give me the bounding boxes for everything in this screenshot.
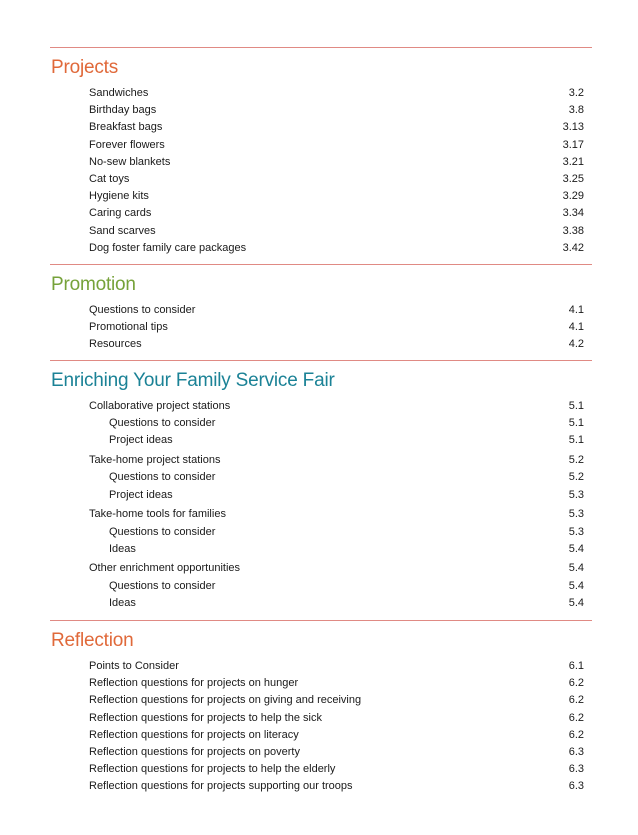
entry-page: 5.2 xyxy=(568,471,584,484)
entry-title: Hygiene kits xyxy=(89,190,149,203)
section-projects xyxy=(50,47,592,257)
entry-page: 6.2 xyxy=(568,711,584,724)
toc-entry[interactable] xyxy=(50,710,592,727)
entry-page: 3.42 xyxy=(562,241,584,254)
toc-subentry[interactable] xyxy=(50,541,592,558)
section-divider xyxy=(50,264,592,265)
toc-entry[interactable] xyxy=(50,336,592,353)
entry-page: 5.3 xyxy=(568,488,584,501)
entry-list xyxy=(50,85,592,257)
entry-title: Cat toys xyxy=(89,172,130,185)
toc-entry[interactable] xyxy=(50,744,592,761)
toc-subentry[interactable] xyxy=(50,487,592,504)
toc-entry[interactable] xyxy=(50,302,592,319)
entry-page: 6.3 xyxy=(568,745,584,758)
toc-subentry[interactable] xyxy=(50,595,592,612)
entry-page: 5.1 xyxy=(568,400,584,412)
entry-list xyxy=(50,398,592,612)
entry-page: 3.25 xyxy=(562,172,584,185)
entry-list xyxy=(50,658,592,796)
entry-title: Project ideas xyxy=(109,488,173,501)
entry-page: 6.1 xyxy=(568,660,584,672)
toc-entry[interactable] xyxy=(50,675,592,692)
entry-title: Sand scarves xyxy=(89,224,156,237)
entry-page: 4.1 xyxy=(568,304,584,316)
entry-title: Reflection questions for projects on poverty xyxy=(89,745,300,758)
entry-title: Questions to consider xyxy=(109,579,216,592)
section-promotion xyxy=(50,264,592,354)
section-divider xyxy=(50,620,592,621)
toc-entry[interactable] xyxy=(50,658,592,675)
entry-title: Take-home tools for families xyxy=(89,508,226,521)
entry-page: 5.3 xyxy=(568,525,584,538)
entry-title: Collaborative project stations xyxy=(89,400,231,412)
entry-page: 6.3 xyxy=(568,763,584,776)
entry-page: 6.2 xyxy=(568,694,584,707)
toc-entry[interactable] xyxy=(50,240,592,257)
entry-title: No-sew blankets xyxy=(89,155,171,168)
section-heading: Enriching Your Family Service Fair xyxy=(51,370,335,391)
entry-title: Reflection questions for projects on literacy xyxy=(89,728,299,741)
entry-title: Reflection questions for projects on giving and receiving xyxy=(89,694,362,707)
section-heading: Reflection xyxy=(51,630,134,651)
entry-title: Sandwiches xyxy=(89,87,149,99)
toc-entry[interactable] xyxy=(50,188,592,205)
entry-title: Questions to consider xyxy=(109,525,216,538)
toc-entry[interactable] xyxy=(50,102,592,119)
entry-title: Reflection questions for projects to help the elderly xyxy=(89,763,336,776)
entry-page: 3.2 xyxy=(568,87,584,99)
entry-page: 5.4 xyxy=(568,542,584,555)
toc-subentry[interactable] xyxy=(50,432,592,449)
section-reflection xyxy=(50,620,592,796)
entry-page: 5.4 xyxy=(568,579,584,592)
entry-page: 6.3 xyxy=(568,780,584,793)
entry-page: 3.21 xyxy=(562,155,584,168)
entry-page: 5.1 xyxy=(568,434,584,447)
entry-title: Reflection questions for projects on hunger xyxy=(89,677,299,690)
toc-entry[interactable] xyxy=(50,119,592,136)
section-divider xyxy=(50,360,592,361)
section-heading: Promotion xyxy=(51,274,136,295)
toc-entry[interactable] xyxy=(50,137,592,154)
entry-title: Breakfast bags xyxy=(89,121,163,134)
toc-entry[interactable] xyxy=(50,223,592,240)
entry-title: Birthday bags xyxy=(89,104,157,117)
toc-entry[interactable] xyxy=(50,85,592,102)
entry-page: 5.3 xyxy=(568,508,584,521)
entry-page: 5.1 xyxy=(568,417,584,430)
entry-title: Reflection questions for projects supporting our troops xyxy=(89,780,353,793)
entry-page: 5.2 xyxy=(568,454,584,467)
toc-entry[interactable] xyxy=(50,778,592,795)
entry-title: Ideas xyxy=(109,542,136,555)
toc-subentry[interactable] xyxy=(50,415,592,432)
entry-page: 5.4 xyxy=(568,596,584,609)
toc-entry[interactable] xyxy=(50,506,592,523)
toc-entry[interactable] xyxy=(50,560,592,577)
toc-subentry[interactable] xyxy=(50,524,592,541)
toc-entry[interactable] xyxy=(50,398,592,415)
toc-subentry[interactable] xyxy=(50,469,592,486)
entry-page: 3.29 xyxy=(562,190,584,203)
entry-page: 4.2 xyxy=(568,338,584,351)
entry-page: 5.4 xyxy=(568,562,584,575)
entry-page: 3.17 xyxy=(562,138,584,151)
section-divider xyxy=(50,47,592,48)
entry-page: 3.34 xyxy=(562,207,584,220)
entry-title: Caring cards xyxy=(89,207,152,220)
entry-page: 6.2 xyxy=(568,728,584,741)
toc-entry[interactable] xyxy=(50,452,592,469)
entry-page: 6.2 xyxy=(568,677,584,690)
entry-title: Other enrichment opportunities xyxy=(89,562,241,575)
entry-page: 3.13 xyxy=(562,121,584,134)
entry-title: Reflection questions for projects to help the sick xyxy=(89,711,322,724)
entry-page: 3.38 xyxy=(562,224,584,237)
toc-subentry[interactable] xyxy=(50,578,592,595)
toc-entry[interactable] xyxy=(50,692,592,709)
entry-title: Resources xyxy=(89,338,142,351)
entry-title: Take-home project stations xyxy=(89,454,221,467)
entry-list xyxy=(50,302,592,354)
entry-title: Promotional tips xyxy=(89,321,168,334)
entry-page: 4.1 xyxy=(568,321,584,334)
toc-entry[interactable] xyxy=(50,761,592,778)
toc-entry[interactable] xyxy=(50,319,592,336)
toc-entry[interactable] xyxy=(50,727,592,744)
entry-title: Points to Consider xyxy=(89,660,179,672)
entry-title: Dog foster family care packages xyxy=(89,241,247,254)
entry-title: Ideas xyxy=(109,596,136,609)
entry-title: Questions to consider xyxy=(89,304,196,316)
entry-title: Forever flowers xyxy=(89,138,165,151)
section-enriching xyxy=(50,360,592,612)
entry-title: Questions to consider xyxy=(109,417,216,430)
toc-entry[interactable] xyxy=(50,205,592,222)
entry-title: Questions to consider xyxy=(109,471,216,484)
section-heading: Projects xyxy=(51,57,119,78)
toc-entry[interactable] xyxy=(50,171,592,188)
toc-entry[interactable] xyxy=(50,154,592,171)
entry-title: Project ideas xyxy=(109,434,173,447)
entry-page: 3.8 xyxy=(568,104,584,117)
